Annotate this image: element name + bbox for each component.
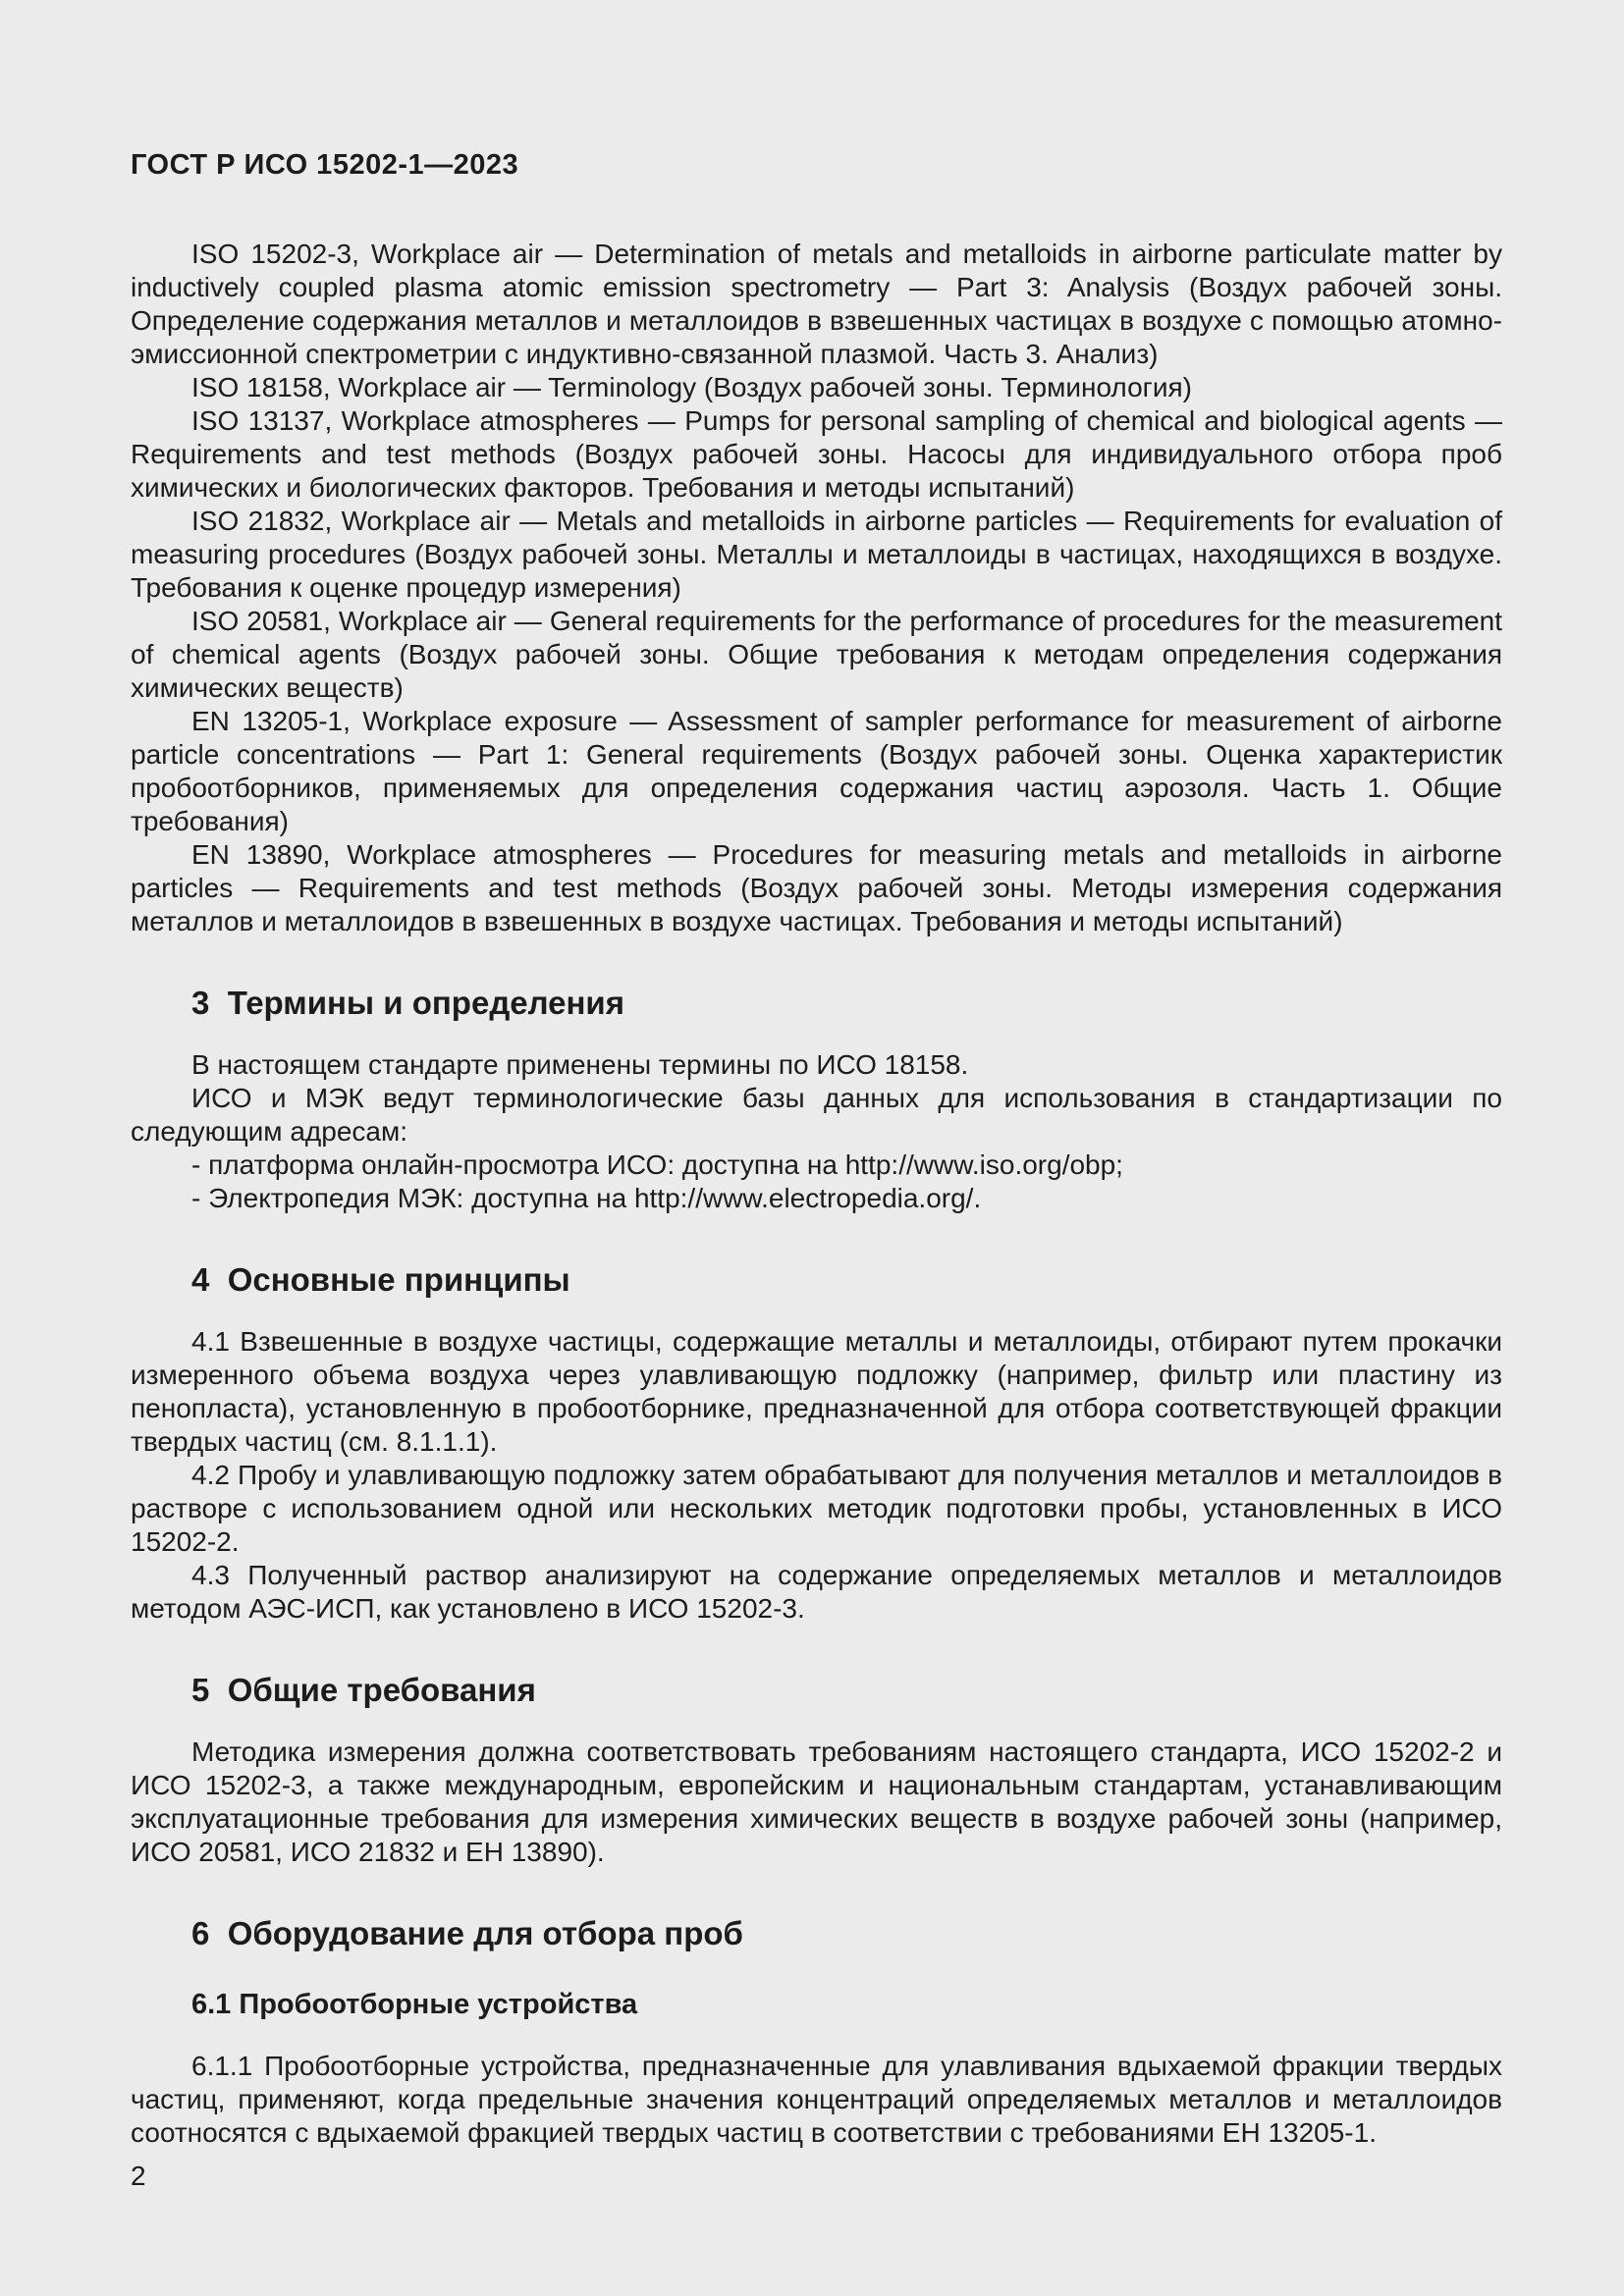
reference-en-13205-1: EN 13205-1, Workplace exposure — Assessment of sampler performance for measurement of airborne particle concentrations — Part 1: General requirements (Воздух рабочей зоны. Оценка характеристик пробоотборников, применяемых для определения содержания частиц аэрозоля. Часть 1. Общие требования)	[131, 706, 1502, 836]
normative-references-list	[131, 238, 1502, 938]
terms-list-item-iec-electropedia: - Электропедия МЭК: доступна на http://www.electropedia.org/.	[191, 1183, 982, 1213]
document-code-header: ГОСТ Р ИСО 15202-1—2023	[131, 149, 519, 181]
reference-iso-20581: ISO 20581, Workplace air — General requirements for the performance of procedures for the measurement of chemical agents (Воздух рабочей зоны. Общие требования к методам определения содержания химических веществ)	[131, 606, 1502, 703]
reference-en-13890: EN 13890, Workplace atmospheres — Procedures for measuring metals and metalloids in airborne particles — Requirements and test methods (Воздух рабочей зоны. Методы измерения содержания металлов и металлоидов в взвешенных в воздухе частицах. Требования и методы испытаний)	[131, 839, 1502, 936]
page-number: 2	[131, 2161, 146, 2191]
paragraph-4-3: 4.3 Полученный раствор анализируют на содержание определяемых металлов и металлоидов методом АЭС-ИСП, как установлено в ИСО 15202-3.	[131, 1560, 1502, 1624]
reference-iso-21832: ISO 21832, Workplace air — Metals and metalloids in airborne particles — Requirements for evaluation of measuring procedures (Воздух рабочей зоны. Металлы и металлоиды в частицах, находящихся в воздухе. Требования к оценке процедур измерения)	[131, 506, 1502, 603]
terms-intro-paragraph: В настоящем стандарте применены термины по ИСО 18158.	[191, 1049, 969, 1080]
section-sampling-equipment	[131, 1914, 1502, 2150]
section-terms-and-definitions	[131, 984, 1502, 1215]
terms-databases-paragraph: ИСО и МЭК ведут терминологические базы данных для использования в стандартизации по следующим адресам:	[131, 1083, 1502, 1147]
paragraph-4-1: 4.1 Взвешенные в воздухе частицы, содержащие металлы и металлоиды, отбирают путем прокачки измеренного объема воздуха через улавливающую подложку (например, фильтр или пластину из пенопласта), установленную в пробоотборнике, предназначенной для отбора соответствующей фракции твердых частиц (см. 8.1.1.1).	[131, 1326, 1502, 1457]
reference-iso-18158: ISO 18158, Workplace air — Terminology (Воздух рабочей зоны. Терминология)	[191, 372, 1192, 402]
section-heading-principles: 4 Основные принципы	[191, 1261, 570, 1298]
section-general-requirements	[131, 1671, 1502, 1869]
subsection-heading-sampling-devices: 6.1 Пробоотборные устройства	[191, 1989, 638, 2020]
section-heading-sampling-equipment: 6 Оборудование для отбора проб	[191, 1915, 743, 1951]
paragraph-6-1-1: 6.1.1 Пробоотборные устройства, предназначенные для улавливания вдыхаемой фракции твердых частиц, применяют, когда предельные значения концентраций определяемых металлов и металлоидов соотносятся с вдыхаемой фракцией твердых частиц в соответствии с требованиями ЕН 13205-1.	[131, 2051, 1502, 2148]
paragraph-4-2: 4.2 Пробу и улавливающую подложку затем обрабатывают для получения металлов и металлоидов в растворе с использованием одной или нескольких методик подготовки пробы, установленных в ИСО 15202-2.	[131, 1460, 1502, 1557]
section-heading-terms: 3 Термины и определения	[191, 985, 624, 1021]
general-requirements-paragraph: Методика измерения должна соответствовать требованиям настоящего стандарта, ИСО 15202-2 и ИСО 15202-3, а также международным, европейским и национальным стандартам, устанавливающим эксплуатационные требования для измерения химических веществ в воздухе рабочей зоны (например, ИСО 20581, ИСО 21832 и ЕН 13890).	[131, 1736, 1502, 1867]
reference-iso-13137: ISO 13137, Workplace atmospheres — Pumps for personal sampling of chemical and biological agents — Requirements and test methods (Воздух рабочей зоны. Насосы для индивидуального отбора проб химических и биологических факторов. Требования и методы испытаний)	[131, 405, 1502, 503]
terms-list-item-iso-obp: - платформа онлайн-просмотра ИСО: доступна на http://www.iso.org/obp;	[191, 1149, 1123, 1180]
section-basic-principles	[131, 1260, 1502, 1626]
section-heading-general-requirements: 5 Общие требования	[191, 1672, 536, 1708]
reference-iso-15202-3: ISO 15202-3, Workplace air — Determination of metals and metalloids in airborne particulate matter by inductively coupled plasma atomic emission spectrometry — Part 3: Analysis (Воздух рабочей зоны. Определение содержания металлов и металлоидов в взвешенных частицах в воздухе с помощью атомно-эмиссионной спектрометрии с индуктивно-связанной плазмой. Часть 3. Анализ)	[131, 239, 1502, 369]
